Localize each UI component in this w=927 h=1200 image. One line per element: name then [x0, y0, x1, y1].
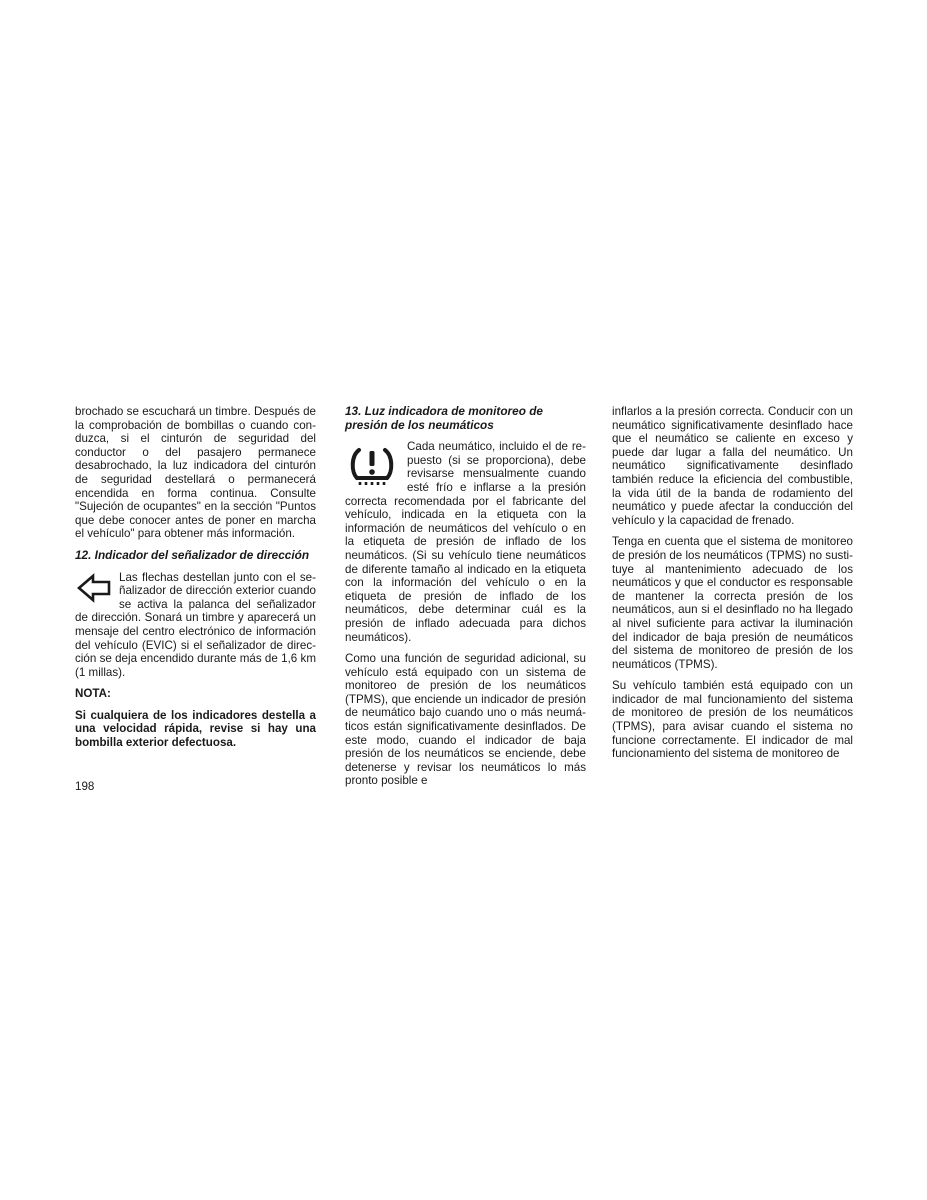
heading-tpms-indicator: 13. Luz indicadora de monitoreo de presión de los neumáticos: [345, 404, 543, 432]
paragraph-tpms-safety-feature: Como una función de seguridad adicional, su vehículo está equipado con un sistema de monitoreo de presión de los neumáticos (TPMS), que enciende un indicador de presión de neumático bajo cuando uno o más neumáticos están significativamente desinflados. De este modo, cuando el indicador de baja presión de los neumáticos se enciende, debe detenerse y revisar los neumáticos lo más pronto posible e: [345, 652, 586, 788]
paragraph-underinflation-effects: inflarlos a la presión correcta. Conducir con un neumático significativamente desinflado hace que el neumático se caliente en exceso y puede dar lugar a falla del neumático. Un neumático significativamente desinflado también reduce la eficiencia del combustible, la vida útil de la banda de rodamiento del neumático y puede afectar la conducción del vehículo y la capacidad de frenado.: [612, 405, 853, 527]
paragraph-tpms-monthly-check: Cada neumático, incluido el de repuesto (si se proporciona), debe revisarse mensualmente cuando esté frío e inflarse a la presión correcta recomendada por el fabricante del vehículo, indicada en la etiqueta con la información de neumáticos del vehículo o en la etiqueta de presión de inflado de los neumáticos. (Si su vehículo tiene neumáticos de diferente tamaño al indicado en la etiqueta con la información del vehículo o en la etiqueta de presión de inflado de los neumáticos, debe determinar cuál es la presión de inflado adecuada para dichos neumáticos).: [345, 440, 586, 644]
paragraph-turn-signal: Las flechas destellan junto con el señalizador de dirección exterior cuando se activa la palanca del señalizador de dirección. Sonará un timbre y aparecerá un mensaje del centro electrónico de información del vehículo (EVIC) si el señalizador de dirección se deja encendido durante más de 1,6 km (1 millas).: [75, 570, 316, 679]
heading-turn-signal-indicator: 12. Indicador del señalizador de dirección: [75, 547, 310, 562]
paragraph-tpms-not-substitute: Tenga en cuenta que el sistema de monitoreo de presión de los neumáticos (TPMS) no sustituye al mantenimiento adecuado de los neumáticos y que el conductor es responsable de mantener la correcta presión de los neumáticos, aun si el desinflado no ha llegado al nivel suficiente para activar la iluminación del indicador de baja presión de neumáticos del sistema de monitoreo de presión de los neumáticos (TPMS).: [612, 535, 854, 671]
paragraph-tpms-malfunction: Su vehículo también está equipado con un indicador de mal funcionamiento del sistema de monitoreo de presión de los neumáticos (TPMS), para avisar cuando el sistema no funcione correctamente. El indicador de mal funcionamiento del sistema de monitoreo de: [612, 679, 853, 761]
page-number: 198: [75, 780, 95, 793]
note-title: NOTA:: [75, 687, 111, 701]
column-middle: [345, 405, 586, 796]
paragraph-seatbelt-continuation: brochado se escuchará un timbre. Después de la comprobación de bombillas o cuando conduzca, si el cinturón de seguridad del conductor o del pasajero permanece desabrochado, la luz indicadora del cinturón de seguridad destellará o permanecerá encendida en forma continua. Consulte "Sujeción de ocupantes" en la sección "Puntos que debe conocer antes de poner en marcha el vehículo" para obtener más información.: [75, 405, 316, 541]
column-right: [612, 405, 853, 769]
column-left: [75, 405, 316, 758]
note-body: Si cualquiera de los indicadores destella a una velocidad rápida, revise si hay una bombilla exterior defectuosa.: [75, 708, 316, 750]
turn-signal-arrow-icon: [75, 571, 115, 605]
tire-pressure-warning-icon: [345, 442, 399, 488]
